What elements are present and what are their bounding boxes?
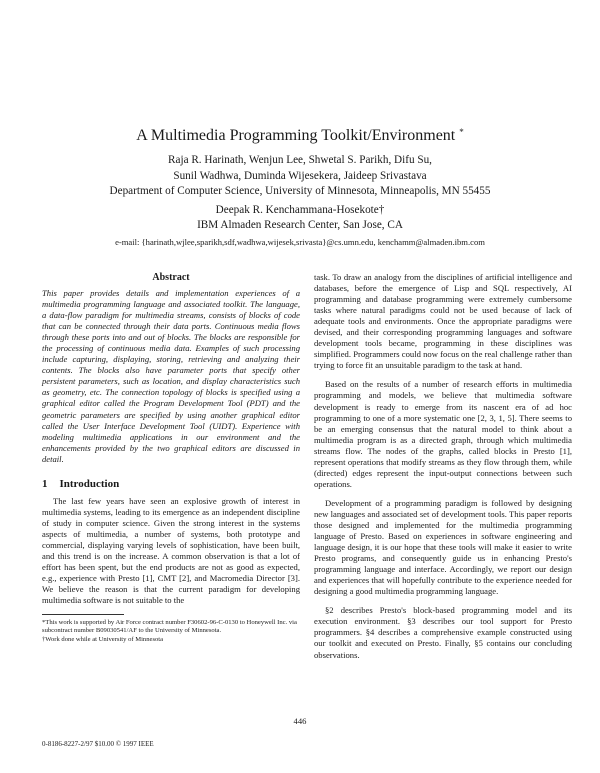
author-line-1: Raja R. Harinath, Wenjun Lee, Shwetal S. Parikh, Difu Su, [168, 154, 432, 166]
section-title: Introduction [59, 477, 120, 490]
affiliation-ibm: IBM Almaden Research Center, San Jose, CA [197, 219, 403, 231]
title-text: A Multimedia Programming Toolkit/Environment [136, 127, 456, 144]
email-line: e-mail: {harinath,wjlee,sparikh,sdf,wadhwa,wijesek,srivasta}@cs.umn.edu, kenchamm@almaden.ibm.com [115, 237, 485, 247]
footnotes [42, 619, 300, 644]
body-paragraph: Based on the results of a number of research efforts in multimedia programming and models, we believe that multimedia software development is ready to emerge from its nascent era of ad hoc programming to one of a more systematic one [2, 3, 1, 5]. There seems to be an emerging consensus that the natural model to think about a multimedia program is as a directed graph, through which multimedia streams flow. The nodes of the graphs, called blocks in Presto [1], represent operations that modify streams as they flow through them, while (directed) edges represent the input-output connections between such operations. [314, 379, 572, 489]
footnote-funding: *This work is supported by Air Force contract number F30602-96-C-0130 to Honeywell Inc. via subcontract number B09030541/AF to the University of Minnesota. [42, 619, 297, 635]
copyright-line: 0-8186-8227-2/97 $10.00 © 1997 IEEE [42, 740, 154, 748]
author-line-3: Deepak R. Kenchammana-Hosekote† [215, 203, 385, 216]
footnote-rule [42, 614, 124, 615]
body-paragraph: Development of a programming paradigm is followed by designing new languages and associated set of development tools. This paper reports those designed and implemented for the multimedia programming language of Presto. Based on experiences in software engineering and language design, it is our hope that these tools will make it easier to write Presto programs, and consequently guide us in enhancing Presto's programming language and interface. Accordingly, we report our design and experiences that will hopefully contribute to the experience needed for designing a good multimedia programming language. [314, 497, 572, 597]
left-column [42, 272, 300, 644]
title-footnote-mark: * [459, 127, 464, 137]
abstract-text: This paper provides details and implementation experiences of a multimedia programming language and associated toolkit. The language, a data-flow paradigm for multimedia streams, consists of blocks of code that can be connected through their data ports. Continuous media flows through these ports into and out of blocks. The blocks are responsible for the processing of continuous media data. Examples of such processing include capturing, displaying, storing, retrieving and analyzing their contents. The blocks also have parameter ports that specify other persistent parameters, such as location, and display characteristics such as geometry, etc. The connection topology of blocks is specified using a graphical editor called the Program Development Tool (PDT) and the geometric parameters are specified by using another graphical editor called the User Interface Development Tool (UIDT). Experience with modeling multimedia applications in our environment and the enhancements provided by the two graphical editors are discussed in detail. [42, 288, 300, 464]
author-line-2: Sunil Wadhwa, Duminda Wijesekera, Jaideep Srivastava [173, 169, 427, 182]
author-block [40, 153, 560, 234]
body-paragraph: task. To draw an analogy from the disciplines of artificial intelligence and databases, before the emergence of Lisp and SQL respectively, AI programming and database programming were extremely cumbersome tasks where natural paradigms could not be used because of lack of adequate tools and environments. Once the appropriate paradigms were devised, and their corresponding programming languages and software development tools became, programming in these disciplines was simplified. Programmers could now focus on the real challenge rather than trying to force fit an unsuitable paradigm to the task at hand. [314, 272, 572, 371]
right-column [314, 272, 572, 669]
affiliation-umn: Department of Computer Science, University of Minnesota, Minneapolis, MN 55455 [109, 185, 491, 197]
paper-title [40, 123, 560, 145]
footnote-affiliation: †Work done while at University of Minnesota [42, 635, 164, 643]
section-heading-introduction [42, 477, 300, 491]
abstract-heading: Abstract [152, 272, 190, 283]
section-number: 1 [42, 477, 48, 490]
introduction-paragraph: The last few years have seen an explosive growth of interest in multimedia systems, leading to its emergence as an independent discipline of study in computer science. Given the strong interest in the systems aspects of multimedia, a number of systems, both prototype and commercial, displaying varying levels of sophistication, have been built, and this trend is on the increase. A common observation is that a lot of effort has been spent, but the end products are not as good as expected, e.g., experience with Presto [1], CMT [2], and Macromedia Director [3]. We believe the reason is that the current paradigm for developing multimedia software is not suitable to the [42, 495, 300, 606]
page-number: 446 [293, 716, 307, 726]
body-paragraph: §2 describes Presto's block-based programming model and its execution environment. §3 describes our tool support for Presto programmers. §4 describes a comprehensive example constructed using our toolkit and executed on Presto. Finally, §5 contains our concluding observations. [314, 605, 572, 660]
